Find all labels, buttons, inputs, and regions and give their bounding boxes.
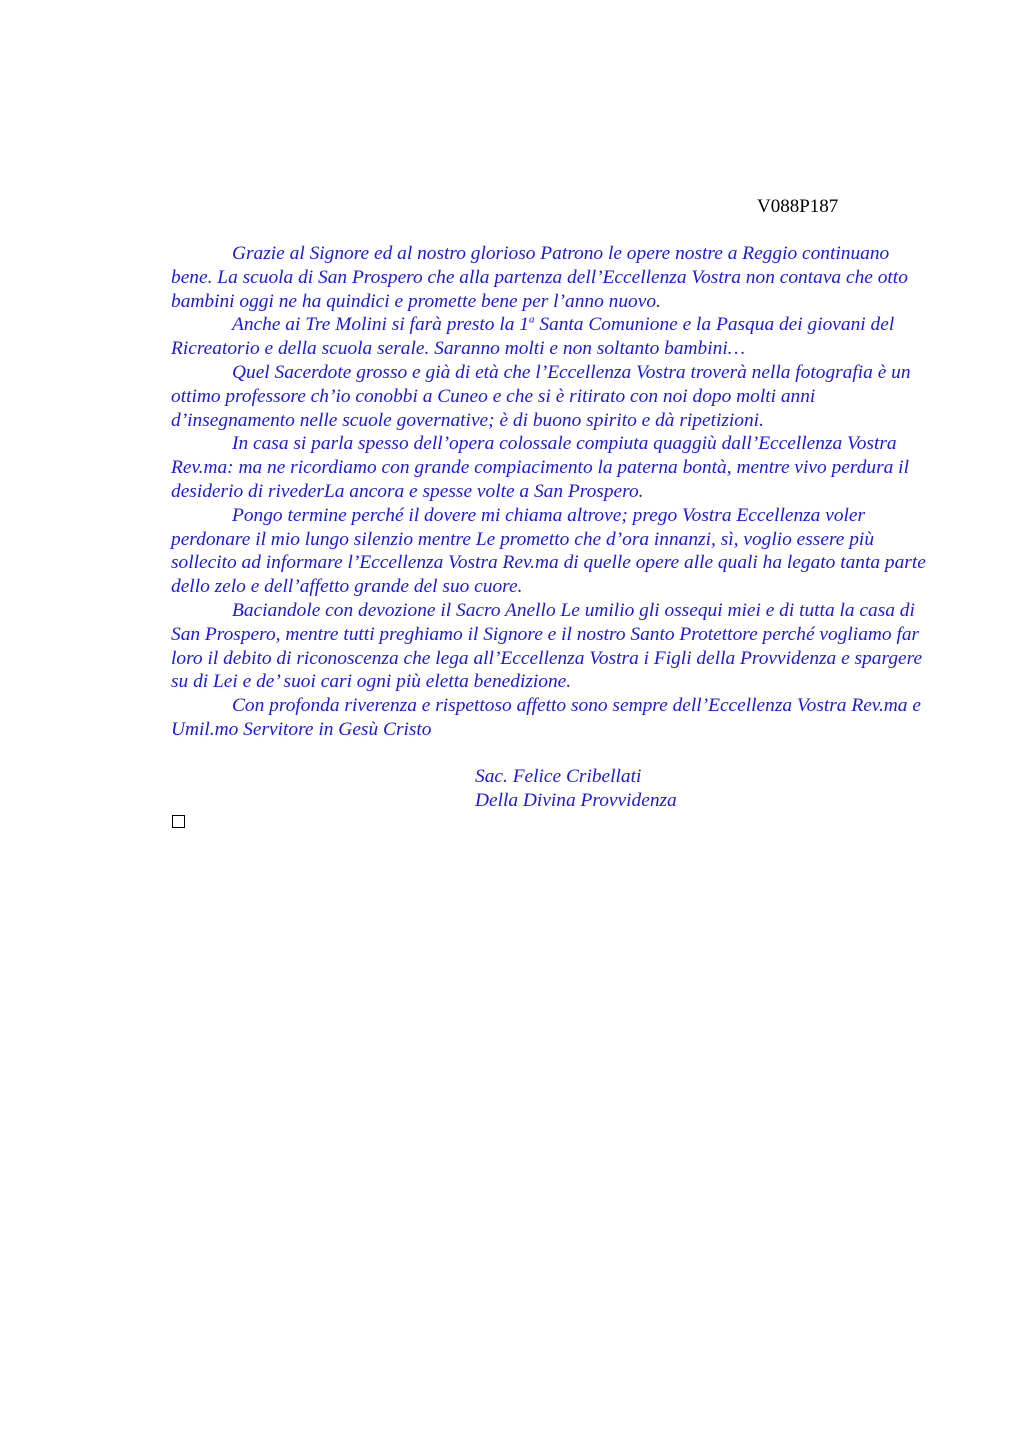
letter-body	[171, 242, 931, 742]
signature-congregation: Della Divina Provvidenza	[475, 789, 677, 811]
paragraph-salutation: Con profonda riverenza e rispettoso affetto sono sempre dell’Eccellenza Vostra Rev.ma e Umil.mo Servitore in Gesù Cristo	[171, 695, 921, 740]
ordinal-superscript: a	[528, 313, 535, 326]
paragraph-house: In casa si parla spesso dell’opera colossale compiuta quaggiù dall’Eccellenza Vostra Rev.ma: ma ne ricordiamo con grande compiacimento la paterna bontà, mentre vivo perdura il desiderio di rivederLa ancora e spesse volte a San Prospero.	[171, 433, 909, 502]
signature-name: Sac. Felice Cribellati	[475, 766, 642, 787]
paragraph-communion-text-after: Santa Comunione e la Pasqua dei giovani del Ricreatorio e della scuola serale. Saranno molti e non soltanto bambini…	[171, 314, 895, 360]
paragraph-communion	[171, 313, 931, 361]
paragraph-closing-promise: Pongo termine perché il dovere mi chiama altrove; prego Vostra Eccellenza voler perdonare il mio lungo silenzio mentre Le prometto che d’ora innanzi, sì, voglio essere più sollecito ad informare l’Eccellenza Vostra Rev.ma di quelle opere alle quali ha legato tanta parte dello zelo e dell’affetto grande del suo cuore.	[171, 504, 926, 598]
document-reference-code: V088P187	[757, 196, 839, 217]
paragraph-priest: Quel Sacerdote grosso e già di età che l’Eccellenza Vostra troverà nella fotografia è un ottimo professore ch’io conobbi a Cuneo e che si è ritirato con noi dopo molti anni d’insegnamento nelle scuole governative; è di buono spirito e dà ripetizioni.	[171, 361, 911, 431]
paragraph-communion-text-before: Anche ai Tre Molini si farà presto la 1	[232, 314, 529, 336]
paragraph-thanks: Grazie al Signore ed al nostro glorioso Patrono le opere nostre a Reggio continuano bene. La scuola di San Prospero che alla partenza dell’Eccellenza Vostra non contava che otto bambini oggi ne ha quindici e promette bene per l’anno nuovo.	[171, 243, 908, 312]
end-of-document-square-icon	[172, 815, 185, 828]
signature-block	[475, 765, 677, 813]
paragraph-blessing: Baciandole con devozione il Sacro Anello Le umilio gli ossequi miei e di tutta la casa di San Prospero, mentre tutti preghiamo il Signore e il nostro Santo Protettore perché vogliamo far loro il debito di riconoscenza che lega all’Eccellenza Vostra i Figli della Provvidenza e spargere su di Lei e de’ suoi cari ogni più eletta benedizione.	[171, 599, 923, 693]
